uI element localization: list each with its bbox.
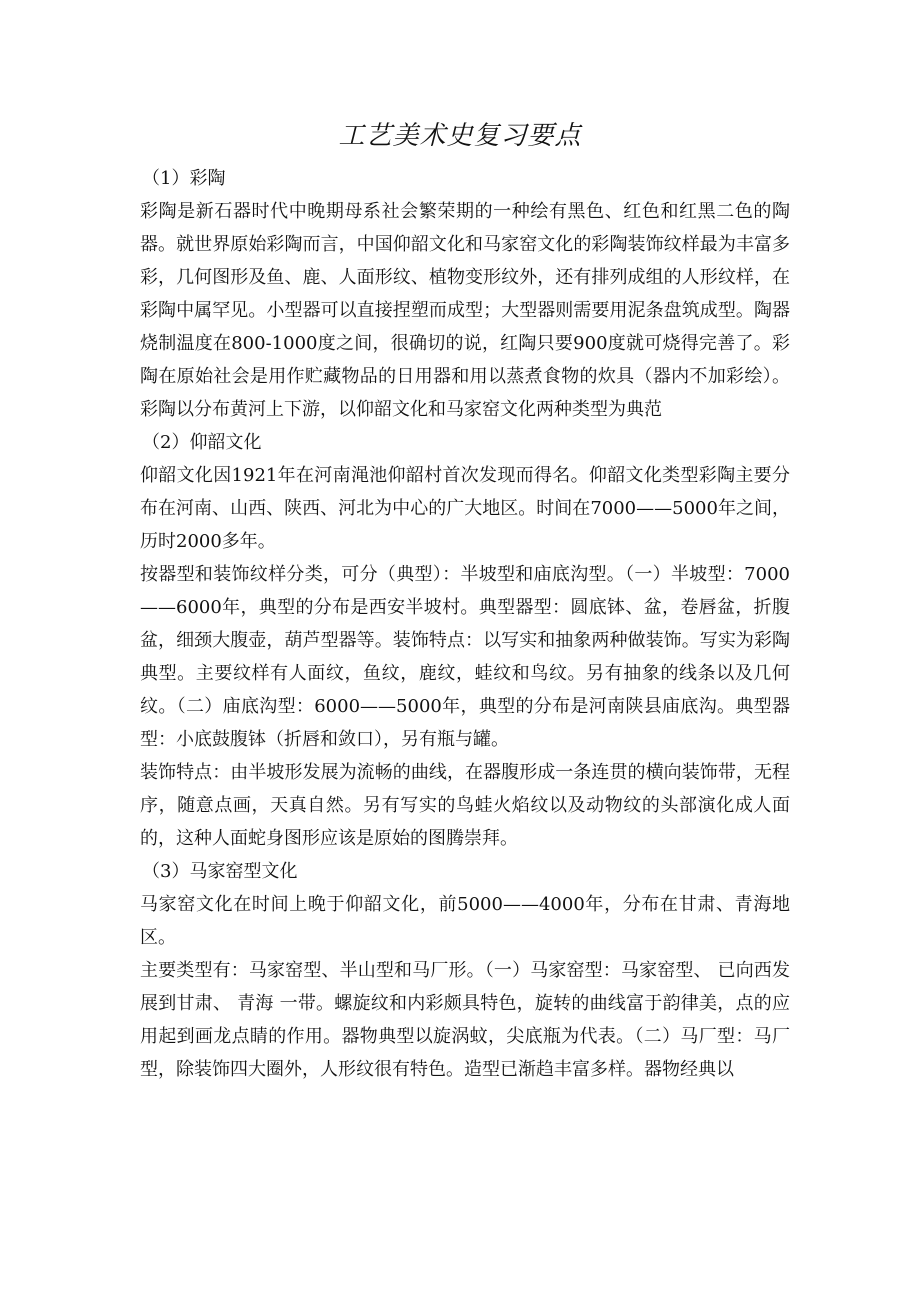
- paragraph-yangshao-intro: 仰韶文化因1921年在河南渑池仰韶村首次发现而得名。仰韶文化类型彩陶主要分布在河南、山西、陕西、河北为中心的广大地区。时间在7000——5000年之间，历时2000多年。: [140, 465, 790, 552]
- section-heading-painted-pottery: （1）彩陶: [142, 168, 226, 189]
- paragraph-yangshao-decoration: 装饰特点：由半坡形发展为流畅的曲线，在器腹形成一条连贯的横向装饰带，无程序，随意点画，天真自然。另有写实的鸟蛙火焰纹以及动物纹的头部演化成人面的，这种人面蛇身图形应该是原始的图腾崇拜。: [140, 762, 790, 849]
- paragraph-majiayao-intro: 马家窑文化在时间上晚于仰韶文化，前5000——4000年，分布在甘肃、青海地区。: [140, 894, 790, 948]
- paragraph-majiayao-types: 主要类型有：马家窑型、半山型和马厂形。（一）马家窑型：马家窑型、 已向西发展到甘肃、 青海 一带。螺旋纹和内彩颇具特色，旋转的曲线富于韵律美，点的应用起到画龙点睛的作用。器物典型以旋涡蚊，尖底瓶为代表。（二）马厂型：马厂型，除装饰四大圈外，人形纹很有特色。造型已渐趋丰富多样。器物经典以: [140, 960, 790, 1080]
- section-heading-majiayao: （3）马家窑型文化: [142, 861, 298, 882]
- document-title: 工艺美术史复习要点: [338, 121, 582, 151]
- paragraph-painted-pottery: 彩陶是新石器时代中晚期母系社会繁荣期的一种绘有黑色、红色和红黑二色的陶器。就世界原始彩陶而言，中国仰韶文化和马家窑文化的彩陶装饰纹样最为丰富多彩，几何图形及鱼、鹿、人面形纹、植物变形纹外，还有排列成组的人形纹样，在彩陶中属罕见。小型器可以直接捏塑而成型；大型器则需要用泥条盘筑成型。陶器烧制温度在800-1000度之间，很确切的说，红陶只要900度就可烧得完善了。彩陶在原始社会是用作贮藏物品的日用器和用以蒸煮食物的炊具（器内不加彩绘）。彩陶以分布黄河上下游，以仰韶文化和马家窑文化两种类型为典范: [140, 201, 790, 420]
- document-body: [140, 162, 790, 1086]
- paragraph-yangshao-types: 按器型和装饰纹样分类，可分（典型）：半坡型和庙底沟型。（一）半坡型：7000——6000年，典型的分布是西安半坡村。典型器型：圆底钵、盆，卷唇盆，折腹盆，细颈大腹壶，葫芦型器等。装饰特点：以写实和抽象两种做装饰。写实为彩陶典型。主要纹样有人面纹，鱼纹，鹿纹，蛙纹和鸟纹。另有抽象的线条以及几何纹。（二）庙底沟型：6000——5000年，典型的分布是河南陕县庙底沟。典型器型：小底鼓腹钵（折唇和敛口），另有瓶与罐。: [140, 564, 790, 750]
- section-heading-yangshao: （2）仰韶文化: [142, 432, 262, 453]
